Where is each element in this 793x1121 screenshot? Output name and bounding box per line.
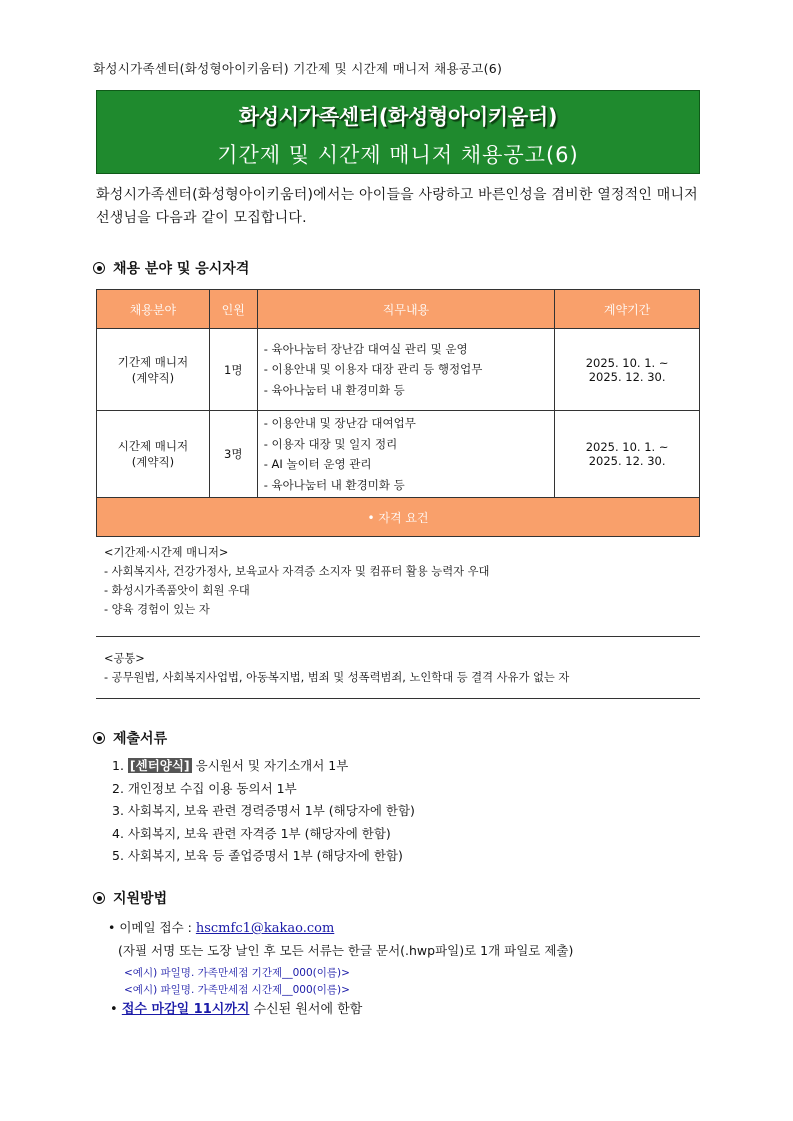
count-cell: 3명	[209, 411, 257, 498]
list-item: - 사회복지사, 건강가정사, 보육교사 자격증 소지자 및 컴퓨터 활용 능력자 우대	[104, 565, 490, 578]
table-row	[97, 411, 700, 498]
title-line-2: 기간제 및 시간제 매니저 채용공고(6)	[217, 143, 579, 167]
count-cell: 1명	[209, 329, 257, 411]
list-item: 4. 사회복지, 보육 관련 자격증 1부 (해당자에 한함)	[112, 825, 391, 841]
circle-bullet-icon	[93, 262, 105, 274]
divider	[96, 636, 700, 637]
duties-cell: - 육아나눔터 장난감 대여실 관리 및 운영 - 이용안내 및 이용자 대장 관리 등 행정업무 - 육아나눔터 내 환경미화 등	[257, 329, 554, 411]
center-form-tag: [센터양식]	[129, 758, 190, 773]
section-documents-heading: 제출서류	[93, 728, 167, 748]
qualification-group-1: <기간제·시간제 매니저> - 사회복지사, 건강가정사, 보육교사 자격증 소지자 및 컴퓨터 활용 능력자 우대 - 화성시가족품앗이 회원 우대 - 양육 경험이 있는 자	[96, 543, 708, 619]
col-header-field: 채용분야	[97, 290, 210, 329]
list-item: 2. 개인정보 수집 이용 동의서 1부	[112, 780, 297, 796]
field-cell: 기간제 매니저 (계약직)	[97, 329, 210, 411]
qualification-header-row	[97, 498, 700, 537]
email-line: • 이메일 접수 : hscmfc1@kakao.com	[108, 920, 335, 936]
email-link[interactable]: hscmfc1@kakao.com	[195, 921, 335, 936]
submission-note: (자필 서명 또는 도장 날인 후 모든 서류는 한글 문서(.hwp파일)로 1개 파일로 제출)	[118, 943, 574, 958]
list-item: - 공무원법, 사회복지사업법, 아동복지법, 범죄 및 성폭력범죄, 노인학대 등 결격 사유가 없는 자	[104, 671, 570, 684]
documents-list	[112, 755, 415, 868]
list-item: 5. 사회복지, 보육 등 졸업증명서 1부 (해당자에 한함)	[112, 848, 403, 863]
divider	[96, 698, 700, 699]
col-header-duties: 직무내용	[257, 290, 554, 329]
list-item: 3. 사회복지, 보육 관련 경력증명서 1부 (해당자에 한함)	[112, 803, 415, 818]
qualification-group-2: <공통> - 공무원법, 사회복지사업법, 아동복지법, 범죄 및 성폭력범죄, 노인학대 등 결격 사유가 없는 자	[96, 649, 708, 687]
period-cell: 2025. 10. 1. ~ 2025. 12. 30.	[555, 411, 700, 498]
list-item: 1. [센터양식] 응시원서 및 자기소개서 1부	[112, 758, 349, 773]
deadline-text: 접수 마감일 11시까지	[121, 1002, 250, 1017]
col-header-period: 계약기간	[555, 290, 700, 329]
field-cell: 시간제 매니저 (계약직)	[97, 411, 210, 498]
deadline-line: • 접수 마감일 11시까지 수신된 원서에 한함	[110, 1002, 363, 1017]
table-header-row	[97, 290, 700, 329]
col-header-count: 인원	[209, 290, 257, 329]
title-banner	[96, 90, 700, 174]
qualification-header: • 자격 요건	[97, 498, 700, 537]
recruit-table	[96, 289, 700, 537]
duties-cell: - 이용안내 및 장난감 대여업무 - 이용자 대장 및 일지 정리 - AI 놀이터 운영 관리 - 육아나눔터 내 환경미화 등	[257, 411, 554, 498]
circle-bullet-icon	[93, 892, 105, 904]
table-row	[97, 329, 700, 411]
list-item: - 양육 경험이 있는 자	[104, 603, 210, 616]
filename-example-1: <예시) 파일명. 가족만세점 기간제__000(이름)>	[124, 967, 350, 979]
circle-bullet-icon	[93, 732, 105, 744]
filename-example-2: <예시) 파일명. 가족만세점 시간제__000(이름)>	[124, 984, 350, 996]
list-item: - 화성시가족품앗이 회원 우대	[104, 584, 250, 597]
document-header-line: 화성시가족센터(화성형아이키움터) 기간제 및 시간제 매니저 채용공고(6)	[93, 61, 503, 76]
section-recruit-heading: 채용 분야 및 응시자격	[93, 258, 249, 278]
section-apply-heading: 지원방법	[93, 888, 167, 908]
period-cell: 2025. 10. 1. ~ 2025. 12. 30.	[555, 329, 700, 411]
title-line-1: 화성시가족센터(화성형아이키움터)	[238, 105, 558, 129]
intro-paragraph: 화성시가족센터(화성형아이키움터)에서는 아이들을 사랑하고 바른인성을 겸비한 열정적인 매니저 선생님을 다음과 같이 모집합니다.	[96, 187, 698, 226]
